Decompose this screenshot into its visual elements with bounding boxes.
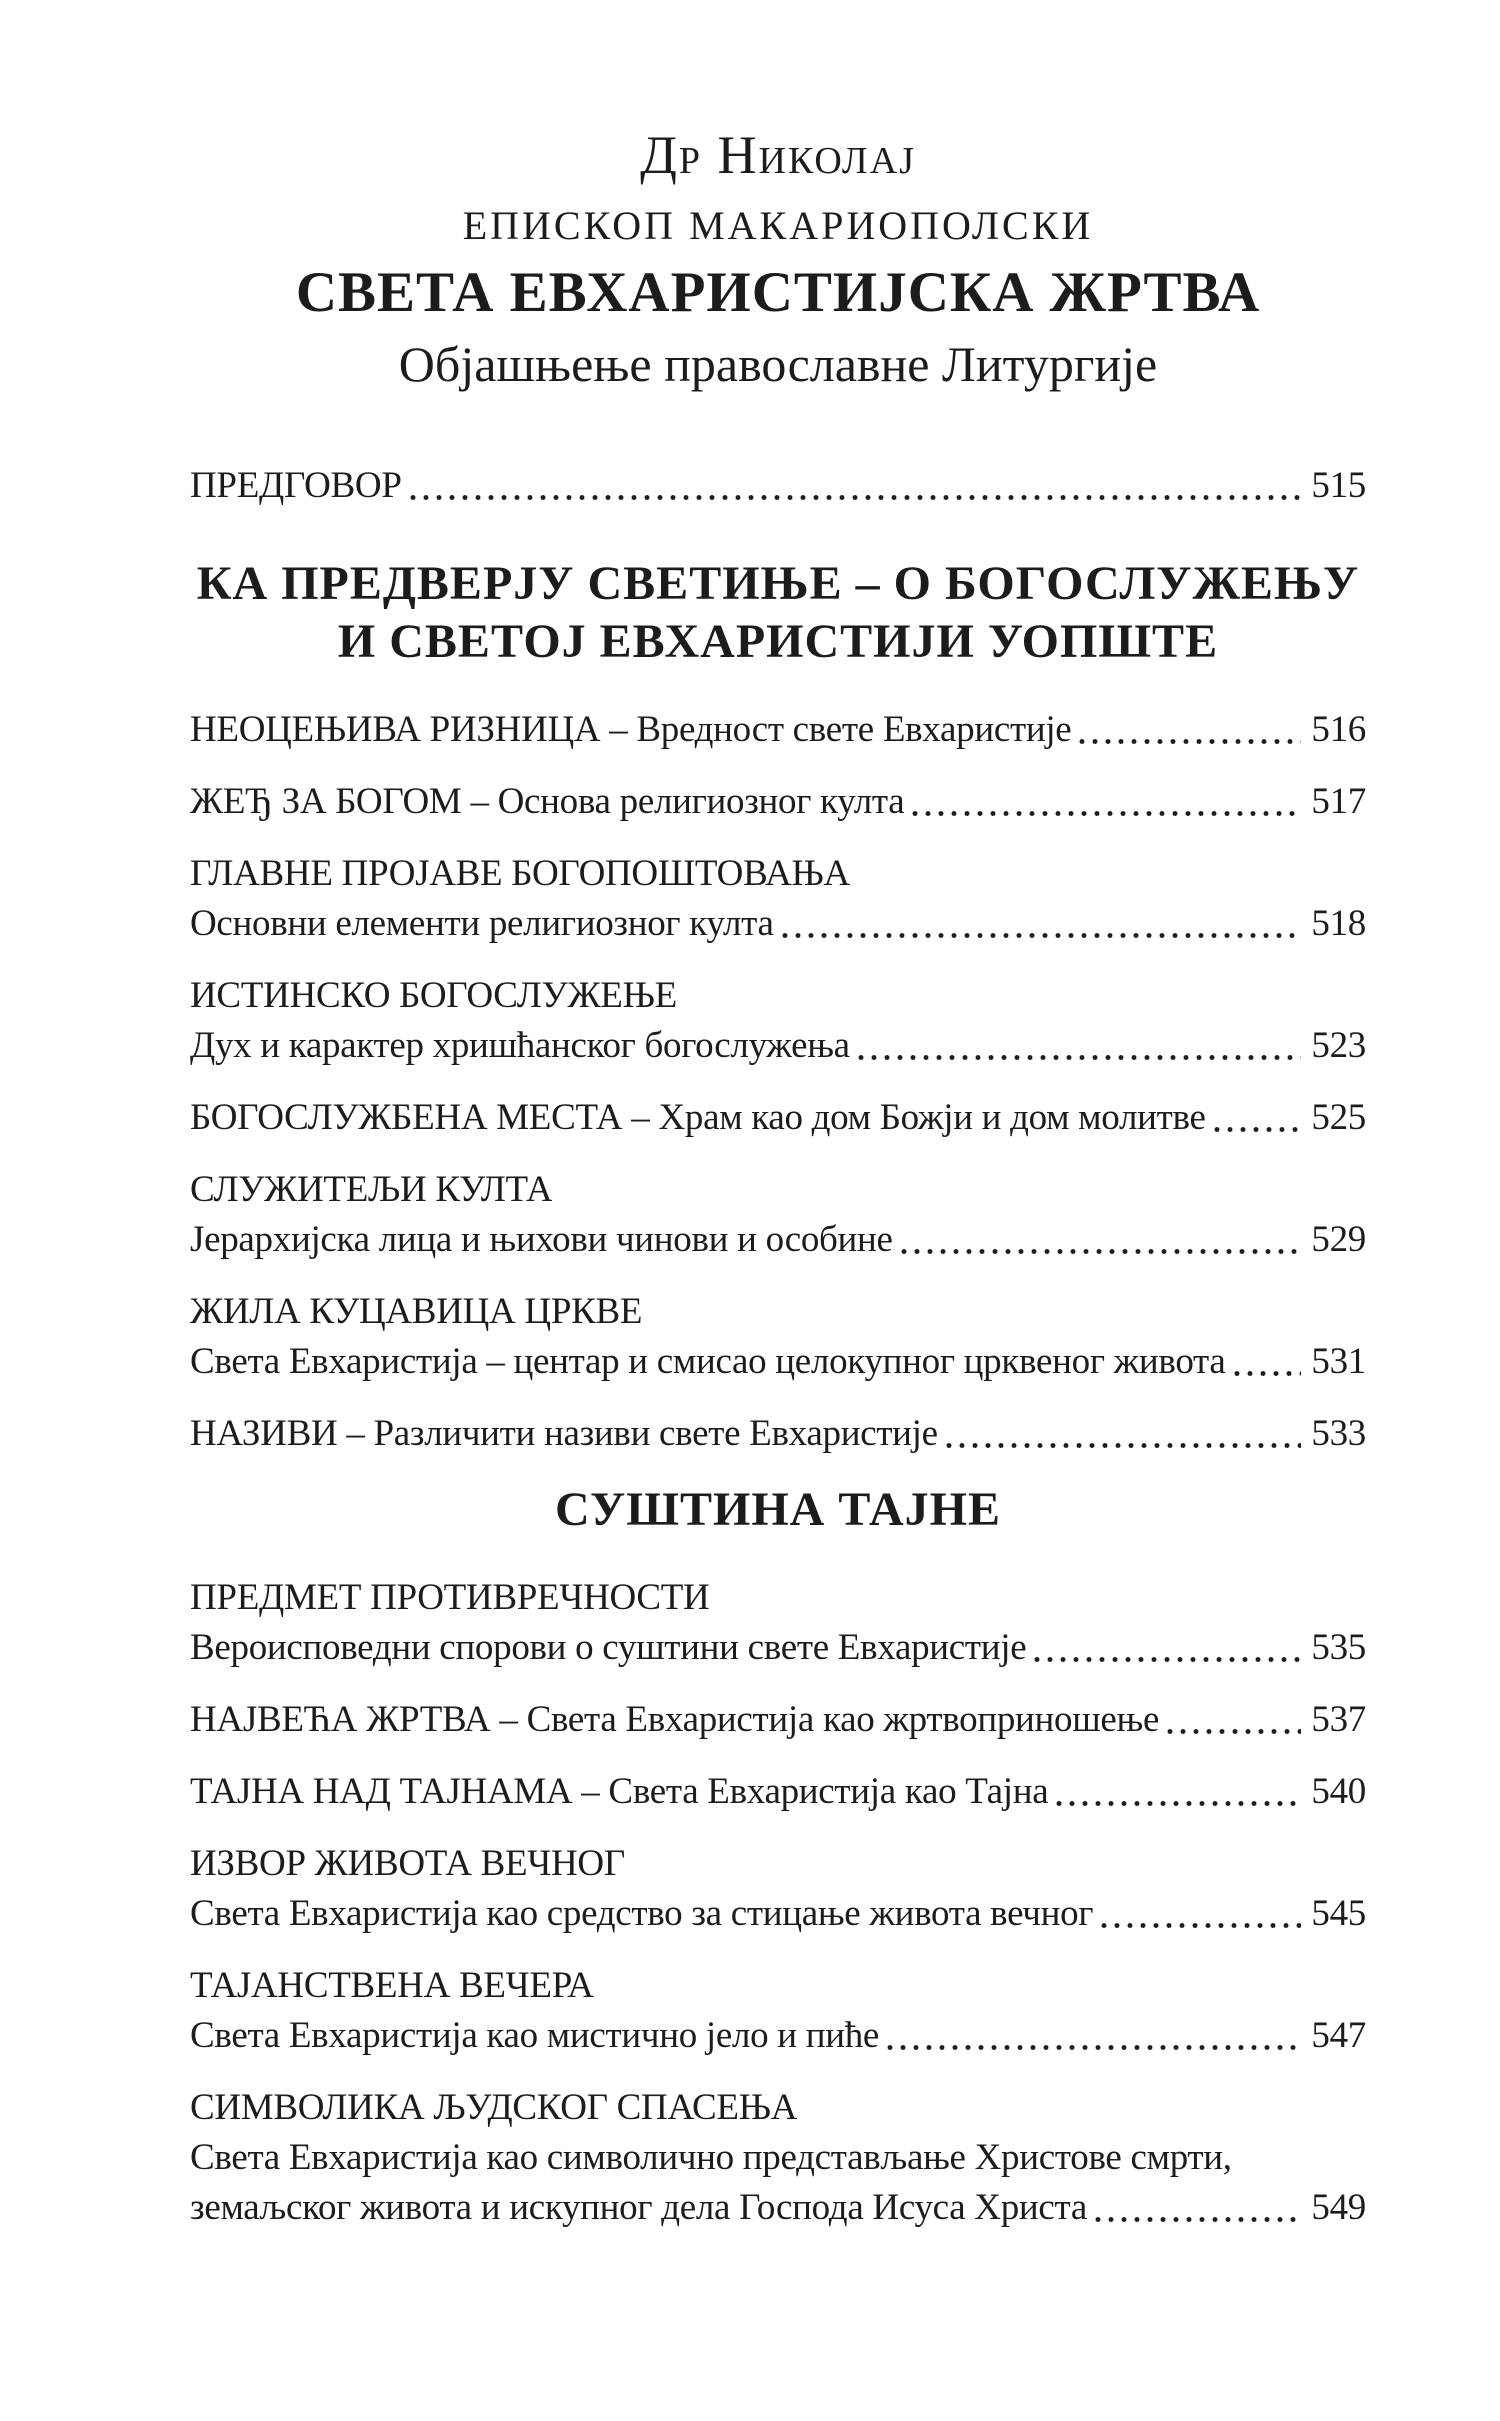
entry-page-number: 535: [1311, 1627, 1366, 1668]
toc-entry-line: [190, 1093, 1366, 1143]
entry-label: Света Евхаристија као мистично јело и пиће: [190, 2015, 880, 2056]
dot-leader: [901, 1248, 1302, 1255]
entry-page-number: 515: [1311, 465, 1366, 506]
dot-leader: [1095, 2216, 1301, 2223]
toc-entry-line: [190, 2083, 1366, 2133]
entry-page-number: 549: [1311, 2187, 1366, 2228]
entry-label: Света Евхаристија као средство за стицање живота вечног: [190, 1893, 1094, 1934]
dot-leader: [858, 1054, 1302, 1061]
entry-page-number: 547: [1311, 2015, 1366, 2056]
dot-leader: [1214, 1126, 1302, 1133]
toc-entry-line: [190, 1767, 1366, 1817]
toc-entry-line: [190, 1889, 1366, 1939]
toc-entry-line: [190, 1215, 1366, 1265]
toc-entry-line: [190, 2011, 1366, 2061]
section-heading-line: И СВЕТОЈ ЕВХАРИСТИЈИ УОПШТЕ: [337, 615, 1219, 668]
toc-entry-line: [190, 1623, 1366, 1673]
entry-label: ИСТИНСКО БОГОСЛУЖЕЊЕ: [190, 975, 677, 1016]
entry-label: НАЗИВИ – Различити називи свете Евхаристије: [190, 1413, 938, 1454]
toc-entry-preface: [190, 461, 1366, 511]
entry-label: НЕОЦЕЊИВА РИЗНИЦА – Вредност свете Евхаристије: [190, 709, 1072, 750]
dot-leader: [887, 2044, 1301, 2051]
entry-label: ТАЈНА НАД ТАЈНАМА – Света Евхаристија као Тајна: [190, 1771, 1049, 1812]
toc-entry: [190, 1093, 1366, 1143]
book-header: [190, 0, 1366, 392]
entry-label: НАЈВЕЋА ЖРТВА – Света Евхаристија као жртвоприношење: [190, 1699, 1160, 1740]
book-title: СВЕТА ЕВХАРИСТИЈСКА ЖРТВА: [295, 261, 1261, 324]
entry-label: ИЗВОР ЖИВОТА ВЕЧНОГ: [190, 1843, 625, 1884]
entry-page-number: 531: [1311, 1341, 1366, 1382]
toc-entry-line: [190, 2183, 1366, 2233]
section-heading-line: КА ПРЕДВЕРЈУ СВЕТИЊЕ – О БОГОСЛУЖЕЊУ: [196, 557, 1360, 610]
dot-leader: [946, 1442, 1302, 1449]
entry-label: СИМВОЛИКА ЉУДСКОГ СПАСЕЊА: [190, 2087, 798, 2128]
dot-leader: [1056, 1800, 1301, 1807]
dot-leader: [410, 494, 1302, 501]
toc-entry: [190, 1409, 1366, 1459]
entry-label: ГЛАВНЕ ПРОЈАВЕ БОГОПОШТОВАЊА: [190, 853, 850, 894]
toc-entry-line: [190, 1409, 1366, 1459]
dot-leader: [1167, 1728, 1301, 1735]
toc-entry-line: [190, 849, 1366, 899]
toc-entry: [190, 1961, 1366, 2061]
section-heading-line: СУШТИНА ТАЈНЕ: [555, 1483, 1001, 1536]
entry-page-number: 529: [1311, 1219, 1366, 1260]
toc-entry-line: [190, 777, 1366, 827]
entry-page-number: 525: [1311, 1097, 1366, 1138]
toc-entry-line: [190, 971, 1366, 1021]
toc-entry-line: [190, 1961, 1366, 2011]
dot-leader: [1079, 738, 1301, 745]
toc-entry: [190, 971, 1366, 1071]
dot-leader: [1234, 1370, 1302, 1377]
toc-entry: [190, 777, 1366, 827]
toc-entry-line: [190, 1287, 1366, 1337]
toc-entry-line: [190, 705, 1366, 755]
entry-label: Основни елементи религиозног култа: [190, 903, 774, 944]
entry-label: Вероисповедни спорови о суштини свете Евхаристије: [190, 1627, 1027, 1668]
entry-page-number: 545: [1311, 1893, 1366, 1934]
entry-label: ПРЕДГОВОР: [190, 465, 402, 506]
toc-entry: [190, 1767, 1366, 1817]
toc-entry: [190, 1165, 1366, 1265]
entry-label: ЖЕЂ ЗА БОГОМ – Основа религиозног култа: [190, 781, 905, 822]
dot-leader: [1101, 1922, 1301, 1929]
toc-entry-line: [190, 1337, 1366, 1387]
toc-section: [190, 1481, 1366, 2233]
dot-leader: [912, 810, 1301, 817]
entry-page-number: 540: [1311, 1771, 1366, 1812]
entry-page-number: 518: [1311, 903, 1366, 944]
entry-page-number: 517: [1311, 781, 1366, 822]
toc-entry: [190, 1839, 1366, 1939]
entry-page-number: 533: [1311, 1413, 1366, 1454]
entry-label: ПРЕДМЕТ ПРОТИВРЕЧНОСТИ: [190, 1577, 710, 1618]
author-name: Др Николај: [640, 125, 916, 185]
entry-page-number: 516: [1311, 709, 1366, 750]
toc-entry: [190, 705, 1366, 755]
entry-label: земаљског живота и искупног дела Господа Исуса Христа: [190, 2187, 1087, 2228]
toc-entry-line: [190, 1573, 1366, 1623]
entry-label: БОГОСЛУЖБЕНА МЕСТА – Храм као дом Божји и дом молитве: [190, 1097, 1206, 1138]
toc-entry-line: [190, 1165, 1366, 1215]
entry-label: СЛУЖИТЕЉИ КУЛТА: [190, 1169, 553, 1210]
toc-entry: [190, 2083, 1366, 2233]
toc-entry-line: [190, 1839, 1366, 1889]
dot-leader: [782, 932, 1302, 939]
entry-page-number: 537: [1311, 1699, 1366, 1740]
entry-label: Света Евхаристија – центар и смисао целокупног црквеног живота: [190, 1341, 1226, 1382]
toc-entry-line: [190, 1021, 1366, 1071]
toc-section: [190, 555, 1366, 1459]
toc-sections: [190, 555, 1366, 2233]
entry-label: ЖИЛА КУЦАВИЦА ЦРКВЕ: [190, 1291, 643, 1332]
entry-label: Света Евхаристија као символично представљање Христове смрти,: [190, 2137, 1232, 2178]
section-heading: [190, 555, 1366, 671]
toc-entry: [190, 1573, 1366, 1673]
toc-entry-line: [190, 899, 1366, 949]
entry-page-number: 523: [1311, 1025, 1366, 1066]
toc-entry-line: [190, 2133, 1366, 2183]
toc-entry: [190, 1287, 1366, 1387]
toc-entry-line: [190, 1695, 1366, 1745]
book-subtitle: Објашњење православне Литургије: [398, 336, 1158, 392]
entry-label: Јерархијска лица и њихови чинови и особине: [190, 1219, 893, 1260]
toc-entry: [190, 1695, 1366, 1745]
entry-label: ТАЈАНСТВЕНА ВЕЧЕРА: [190, 1965, 594, 2006]
toc-entry: [190, 849, 1366, 949]
dot-leader: [1034, 1656, 1301, 1663]
entry-label: Дух и карактер хришћанског богослужења: [190, 1025, 850, 1066]
author-rank: ЕПИСКОП МАКАРИОПОЛСКИ: [462, 203, 1094, 248]
section-heading: [190, 1481, 1366, 1539]
